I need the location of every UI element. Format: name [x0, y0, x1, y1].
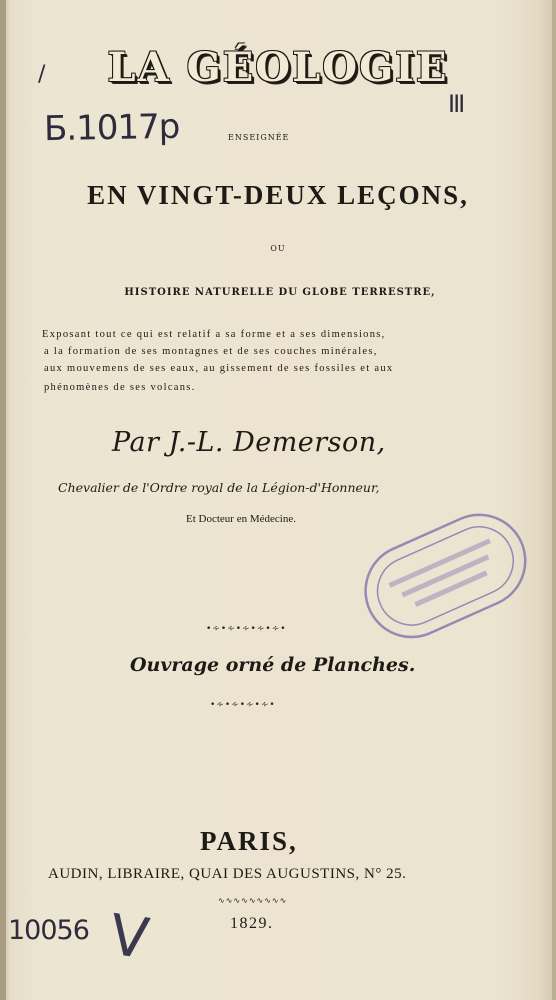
- subtitle-small: ENSEIGNÉE: [228, 133, 290, 142]
- imprint-city: PARIS,: [200, 826, 298, 856]
- page-right-edge: [552, 0, 556, 1000]
- description-line: a la formation de ses montagnes et de ses couches minérales,: [44, 346, 378, 357]
- author-degree: Et Docteur en Médecine.: [186, 513, 296, 525]
- ou-connector: OU: [270, 244, 286, 253]
- handwritten-inventory-number: 10056: [8, 915, 89, 946]
- library-stamp: [350, 490, 540, 660]
- ornament-divider: ∿∿∿∿∿∿∿∿∿: [218, 896, 288, 905]
- handwritten-check-mark: V: [105, 902, 153, 973]
- description-line: Exposant tout ce qui est relatif a sa forme et a ses dimensions,: [42, 329, 386, 340]
- alternate-title: HISTOIRE NATURELLE DU GLOBE TERRESTRE,: [124, 287, 436, 298]
- binding-edge: [0, 0, 6, 1000]
- description-line: aux mouvemens de ses eaux, au gissement de ses fossiles et aux: [44, 363, 394, 374]
- handwritten-shelf-mark: III: [448, 90, 464, 118]
- ornament-divider: •∻•∻•∻•∻•: [210, 700, 276, 710]
- author-name: Par J.-L. Demerson,: [112, 427, 386, 458]
- handwritten-tick: /: [38, 62, 46, 87]
- book-title: LA GÉOLOGIE: [107, 44, 449, 91]
- subtitle-main: EN VINGT-DEUX LEÇONS,: [87, 180, 469, 210]
- plates-note: Ouvrage orné de Planches.: [130, 654, 416, 676]
- ornament-divider: •∻•∻•∻•∻•∻•: [206, 624, 287, 634]
- handwritten-call-number: Б.1017р: [43, 106, 180, 150]
- imprint-publisher: AUDIN, LIBRAIRE, QUAI DES AUGUSTINS, N° 25.: [48, 866, 407, 882]
- description-line: phénomènes de ses volcans.: [44, 382, 196, 393]
- library-stamp-graphic: [351, 500, 540, 652]
- author-title: Chevalier de l'Ordre royal de la Légion-d'Honneur,: [58, 480, 380, 495]
- imprint-year: 1829.: [230, 915, 274, 932]
